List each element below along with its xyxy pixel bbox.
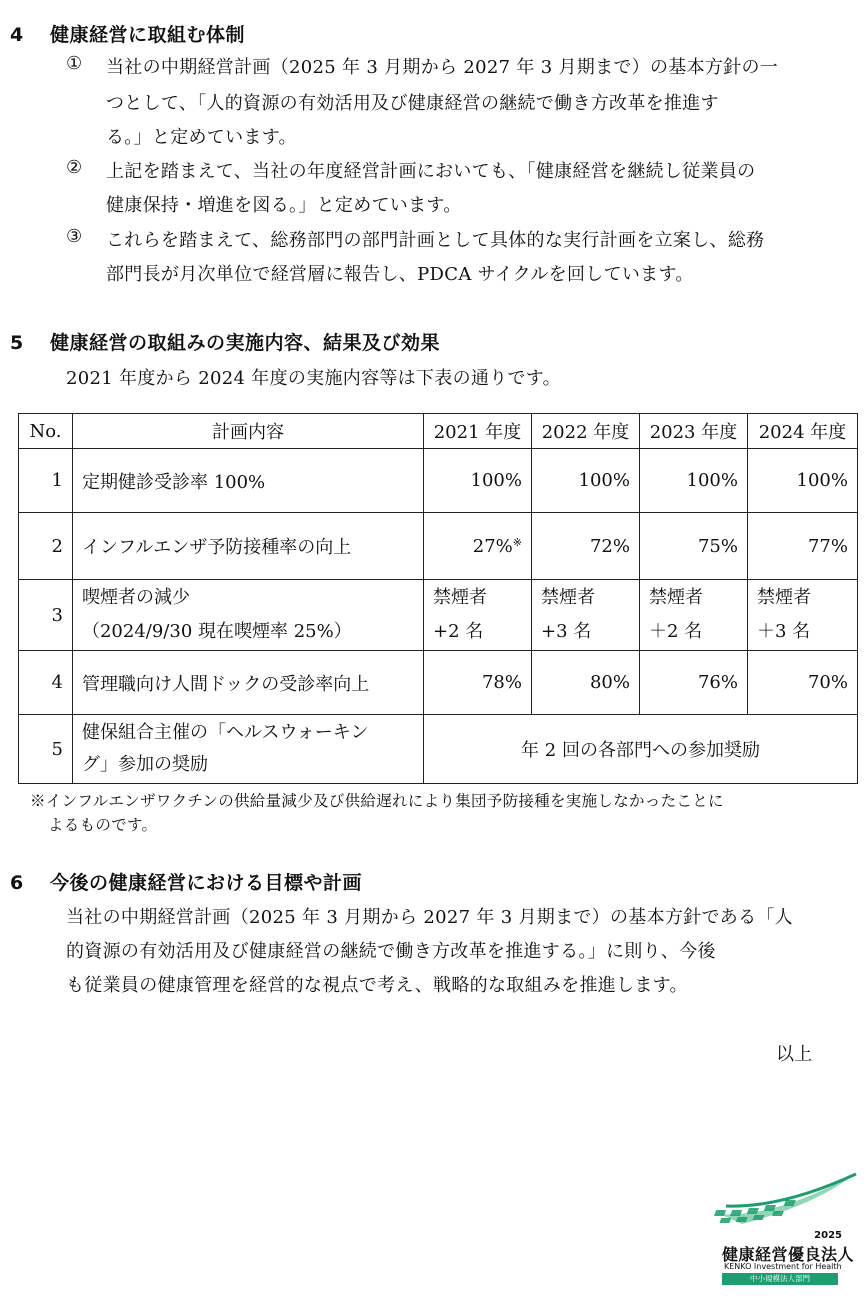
value-cell: 80% <box>532 651 640 715</box>
item-marker: ③ <box>66 226 83 247</box>
value-cell: 78% <box>424 651 532 715</box>
logo-name: 健康経営優良法人 <box>722 1245 855 1264</box>
value-cell: 72% <box>532 513 640 580</box>
table-row <box>19 449 858 513</box>
value-line: 禁煙者 <box>648 587 703 608</box>
table-row <box>19 580 858 651</box>
section-5-heading <box>10 328 440 355</box>
paragraph-line: つとして、「人的資源の有効活用及び健康経営の継続で働き方改革を推進す <box>106 93 719 114</box>
paragraph-line: 当社の中期経営計画（2025 年 3 月期から 2027 年 3 月期まで）の基本方針の一 <box>106 57 779 78</box>
plan-cell: 定期健診受診率 100% <box>72 449 423 513</box>
value-cell: 77% <box>747 513 857 580</box>
value-cell: 100% <box>639 449 747 513</box>
value-line: +3 名 <box>541 621 592 642</box>
merged-value-cell: 年 2 回の各部門への参加奨励 <box>424 715 858 784</box>
value-cell: 70% <box>747 651 857 715</box>
value-cell: 100% <box>424 449 532 513</box>
row-number: 5 <box>19 715 73 784</box>
header-2022: 2022 年度 <box>532 414 640 449</box>
table-footnote: ※インフルエンザワクチンの供給量減少及び供給遅れにより集団予防接種を実施しなかったことに <box>30 792 724 810</box>
value-cell: 100% <box>532 449 640 513</box>
logo-english: KENKO Investment for Health <box>724 1262 842 1271</box>
logo-year: 2025 <box>814 1230 842 1241</box>
value-line: ＋3 名 <box>756 621 811 642</box>
row-number: 2 <box>19 513 73 580</box>
table-header-row <box>19 414 858 449</box>
section-number: 4 <box>10 24 24 46</box>
value-cell <box>424 580 532 651</box>
table-row <box>19 651 858 715</box>
paragraph-line: 当社の中期経営計画（2025 年 3 月期から 2027 年 3 月期まで）の基本方針である「人 <box>66 907 793 928</box>
closing-text: 以上 <box>776 1044 813 1065</box>
paragraph-line: 的資源の有効活用及び健康経営の継続で働き方改革を推進する。」に則り、今後 <box>66 941 716 962</box>
paragraph-line: 上記を踏まえて、当社の年度経営計画においても、「健康経営を継続し従業員の <box>106 161 756 182</box>
note-mark: ※ <box>512 535 522 549</box>
plan-line: 健保組合主催の「ヘルスウォーキン <box>81 722 369 743</box>
header-no: No. <box>19 414 73 449</box>
table-footnote: よるものです。 <box>48 816 158 834</box>
table-row <box>19 715 858 784</box>
value-cell <box>424 513 532 580</box>
section-number: 6 <box>10 872 24 894</box>
paragraph-line: 健康保持・増進を図る。」と定めています。 <box>106 195 462 216</box>
plan-line: グ」参加の奨励 <box>81 754 208 775</box>
row-number: 1 <box>19 449 73 513</box>
value-cell: 100% <box>747 449 857 513</box>
implementation-table <box>18 413 858 784</box>
value-line: ＋2 名 <box>648 621 703 642</box>
header-plan: 計画内容 <box>72 414 423 449</box>
plan-cell: インフルエンザ予防接種率の向上 <box>72 513 423 580</box>
value-text: 27% <box>472 535 513 557</box>
item-marker: ② <box>66 157 83 178</box>
section-title: 健康経営に取組む体制 <box>50 24 246 46</box>
plan-line: 喫煙者の減少 <box>81 587 190 608</box>
row-number: 4 <box>19 651 73 715</box>
item-marker: ① <box>66 53 83 74</box>
section-title: 健康経営の取組みの実施内容、結果及び効果 <box>50 332 441 354</box>
paragraph-line: これらを踏まえて、総務部門の部門計画として具体的な実行計画を立案し、総務 <box>106 230 765 251</box>
section-number: 5 <box>10 332 24 354</box>
header-2023: 2023 年度 <box>639 414 747 449</box>
header-2021: 2021 年度 <box>424 414 532 449</box>
value-cell <box>639 580 747 651</box>
value-cell: 75% <box>639 513 747 580</box>
table-row <box>19 513 858 580</box>
section-6-heading <box>10 868 362 895</box>
plan-cell <box>72 580 423 651</box>
value-cell <box>532 580 640 651</box>
section-intro: 2021 年度から 2024 年度の実施内容等は下表の通りです。 <box>66 368 561 389</box>
section-4-heading <box>10 20 245 47</box>
value-line: 禁煙者 <box>756 587 811 608</box>
plan-cell: 管理職向け人間ドックの受診率向上 <box>72 651 423 715</box>
plan-line: （2024/9/30 現在喫煙率 25%） <box>81 621 352 642</box>
value-line: +2 名 <box>433 621 484 642</box>
paragraph-line: 部門長が月次単位で経営層に報告し、PDCA サイクルを回しています。 <box>106 264 694 285</box>
value-line: 禁煙者 <box>541 587 595 608</box>
wave-graphic-icon <box>712 1172 862 1232</box>
value-cell: 76% <box>639 651 747 715</box>
section-title: 今後の健康経営における目標や計画 <box>50 872 363 894</box>
paragraph-line: る。」と定めています。 <box>106 127 297 148</box>
certification-logo <box>712 1172 862 1290</box>
value-cell <box>747 580 857 651</box>
paragraph-line: も従業員の健康管理を経営的な視点で考え、戦略的な取組みを推進します。 <box>66 975 688 996</box>
logo-category: 中小規模法人部門 <box>722 1273 838 1285</box>
value-line: 禁煙者 <box>433 587 488 608</box>
row-number: 3 <box>19 580 73 651</box>
plan-cell <box>72 715 423 784</box>
header-2024: 2024 年度 <box>747 414 857 449</box>
